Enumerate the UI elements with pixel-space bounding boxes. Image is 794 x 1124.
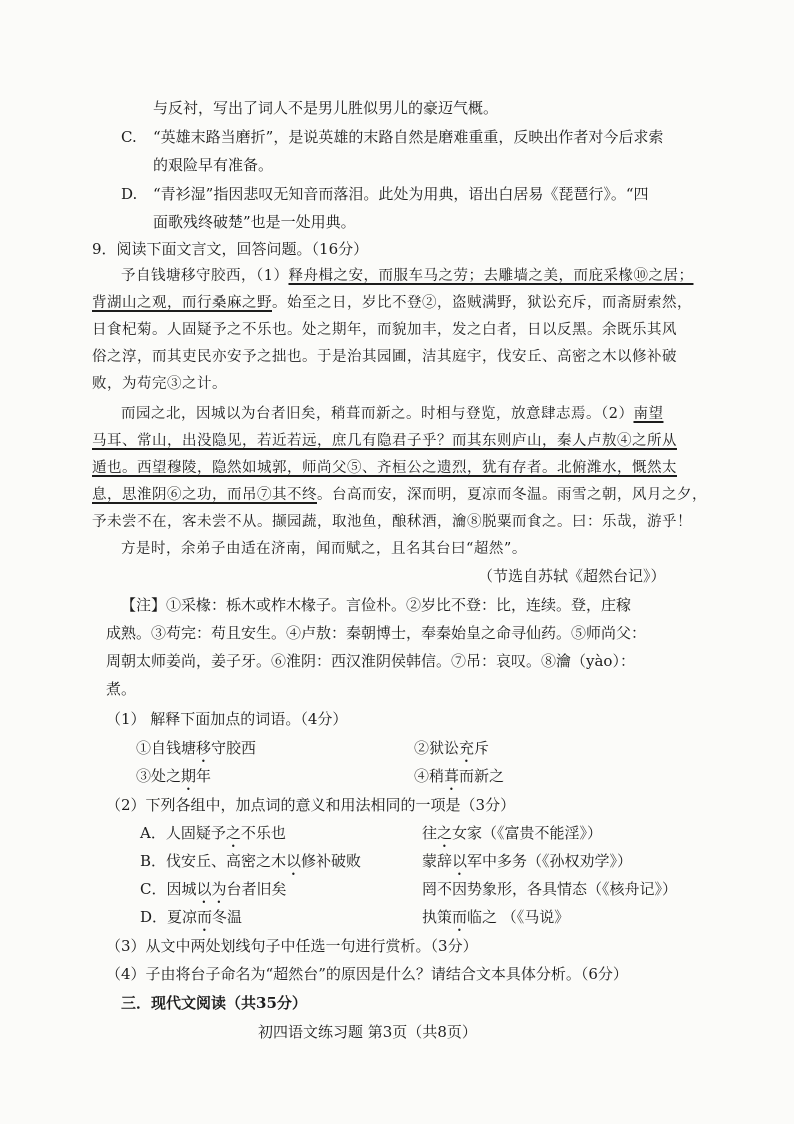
option-text: 往	[422, 824, 438, 842]
notes-line3: 周朝太师姜尚，姜子牙。⑥淮阴：西汉淮阴侯韩信。⑦吊：哀叹。⑧瀹（yào）：	[106, 652, 635, 670]
passage-text: 予自钱塘移守胶西，（1）	[121, 268, 289, 284]
sub1-item-2	[414, 737, 489, 766]
passage-p1-line3: 日食杞菊。人固疑予之不乐也。处之期年，而貌加丰，发之白者，日以反黑。余既乐其风	[92, 322, 677, 338]
underlined-sentence-2: 马耳、常山，出没隐见，若近若远，庶几有隐君子乎？而其东则庐山，秦人卢敖④之所从	[92, 433, 677, 449]
passage-p2-line2	[92, 430, 677, 452]
item-text: ②狱讼	[414, 739, 460, 757]
sub-question-3: （3）从文中两处划线句子中任选一句进行赏析。（3分）	[106, 937, 478, 955]
sub2-option-c-right: 罔不因势象形，各具情态（《核舟记》）	[422, 880, 678, 898]
notes-line2: 成熟。③苟完：苟且安生。④卢敖：秦朝博士，奉秦始皇之命寻仙药。⑤师尚父：	[106, 624, 647, 642]
sub2-option-c-left	[140, 878, 287, 907]
dotted-word: 移	[196, 739, 212, 757]
underlined-sentence-1: 背湖山之观，而行桑麻之野	[92, 295, 272, 311]
option-text: A．人固疑予	[140, 824, 226, 842]
sub2-option-b-right	[422, 850, 632, 879]
option-d-line2: 面歌残终破楚”也是一处用典。	[153, 213, 356, 231]
option-text: 台者旧矣	[226, 880, 287, 898]
passage-p3: 方是时，余弟子由适在济南，闻而赋之，且名其台曰“超然”。	[121, 541, 527, 557]
option-text: 冬温	[212, 908, 243, 926]
sub-question-1-title: （1） 解释下面加点的词语。（4分）	[106, 710, 348, 728]
passage-p2-line3	[92, 457, 677, 479]
underlined-sentence-2: 遁也。西望穆陵，隐然如城郭，师尚父⑤、齐桓公之遗烈，犹有存者。北俯潍水，慨然太	[92, 460, 677, 476]
option-text: 执策	[422, 908, 453, 926]
passage-text: 。台高而安，深而明，夏凉而冬温。雨雪之朝，风月之夕，	[317, 487, 707, 503]
item-text: 守胶西	[211, 739, 257, 757]
underlined-sentence-2: 息，思淮阴⑥之功，而吊⑦其不终	[92, 487, 317, 503]
option-b-continuation: 与反衬，写出了词人不是男儿胜似男儿的豪迈气概。	[153, 99, 499, 117]
sub1-item-3	[136, 765, 211, 794]
dotted-word: 之	[437, 824, 453, 842]
option-d-label: D.	[121, 185, 138, 203]
question-9-title: 9．阅读下面文言文，回答问题。（16分）	[92, 240, 369, 258]
item-text: ①自钱塘	[136, 739, 197, 757]
option-c-label: C.	[121, 128, 137, 146]
sub2-option-d-right	[422, 906, 569, 935]
sub1-item-4	[414, 765, 504, 794]
option-text: 修补破败	[301, 852, 362, 870]
notes-line4: 煮。	[106, 680, 137, 698]
sub2-option-a-right	[422, 822, 602, 851]
option-text: 临之 （《马说》	[467, 908, 570, 926]
option-c-line1: “英雄末路当磨折”，是说英雄的末路自然是磨难重重，反映出作者对今后求索	[153, 128, 664, 146]
option-text: B．伐安丘、高密之木	[140, 852, 287, 870]
passage-p1-line2	[92, 292, 692, 314]
dotted-word: 以为	[196, 880, 227, 898]
option-text: 不乐也	[240, 824, 286, 842]
dotted-word: 以	[286, 852, 302, 870]
option-text: C．因城	[140, 880, 197, 898]
passage-text: 而园之北，因城以为台者旧矣，稍葺而新之。时相与登览，放意肆志焉。（2）	[121, 406, 634, 422]
sub1-item-1	[136, 737, 256, 766]
sub-question-4: （4）子由将台子命名为“超然台”的原因是什么？请结合文本具体分析。（6分）	[106, 965, 628, 983]
dotted-word: 而	[452, 908, 468, 926]
passage-p1-line1	[121, 265, 693, 287]
section-3-heading: 三．现代文阅读（共35分）	[121, 994, 307, 1012]
underlined-sentence-2: 南望	[633, 406, 664, 422]
passage-p2-line4	[92, 484, 707, 506]
item-text: 斥	[474, 739, 490, 757]
option-d-line1: “青衫湿”指因悲叹无知音而落泪。此处为用典，语出白居易《琵琶行》。“四	[153, 185, 649, 203]
passage-source: （节选自苏轼《超然台记》）	[478, 567, 666, 585]
passage-text: 。始至之日，岁比不登②，盗贼满野，狱讼充斥，而斋厨索然，	[272, 295, 692, 311]
dotted-word: 以	[452, 852, 468, 870]
notes-line1: 【注】①采椽：栎木或柞木椽子。言俭朴。②岁比不登：比，连续。登，庄稼	[121, 596, 632, 614]
passage-p2-line1	[121, 403, 663, 425]
sub2-option-a-left	[140, 822, 286, 851]
option-text: 蒙辞	[422, 852, 453, 870]
dotted-word: 葺	[444, 767, 460, 785]
underlined-sentence-1: 释舟楫之安，而服车马之劳；去雕墙之美，而庇采椽⑩之居；	[288, 268, 694, 284]
page-footer: 初四语文练习题 第3页（共8页）	[258, 1023, 477, 1041]
item-text: ④稍	[414, 767, 445, 785]
option-c-line2: 的艰险早有准备。	[153, 156, 274, 174]
passage-p1-line5: 败，为苟完③之计。	[92, 376, 227, 392]
sub2-option-d-left	[140, 906, 242, 935]
dotted-word: 之	[225, 824, 241, 842]
passage-p1-line4: 俗之淳，而其吏民亦安予之拙也。于是治其园圃，洁其庭宇，伐安丘、高密之木以修补破	[92, 349, 677, 365]
item-text: ③处之	[136, 767, 182, 785]
passage-p2-line5: 予未尝不在，客未尝不从。撷园蔬，取池鱼，酿秫酒，瀹⑧脱粟而食之。曰：乐哉，游乎！	[92, 514, 692, 530]
dotted-word: 而	[197, 908, 213, 926]
sub2-option-b-left	[140, 850, 361, 879]
item-text: 而新之	[459, 767, 505, 785]
item-text: 年	[196, 767, 212, 785]
sub-question-2-title: （2）下列各组中，加点词的意义和用法相同的一项是（3分）	[106, 796, 516, 814]
dotted-word: 期	[181, 767, 197, 785]
option-text: 军中多务（《孙权劝学》）	[467, 852, 633, 870]
option-text: D．夏凉	[140, 908, 198, 926]
dotted-word: 充	[459, 739, 475, 757]
option-text: 女家（《富贵不能淫》）	[452, 824, 603, 842]
